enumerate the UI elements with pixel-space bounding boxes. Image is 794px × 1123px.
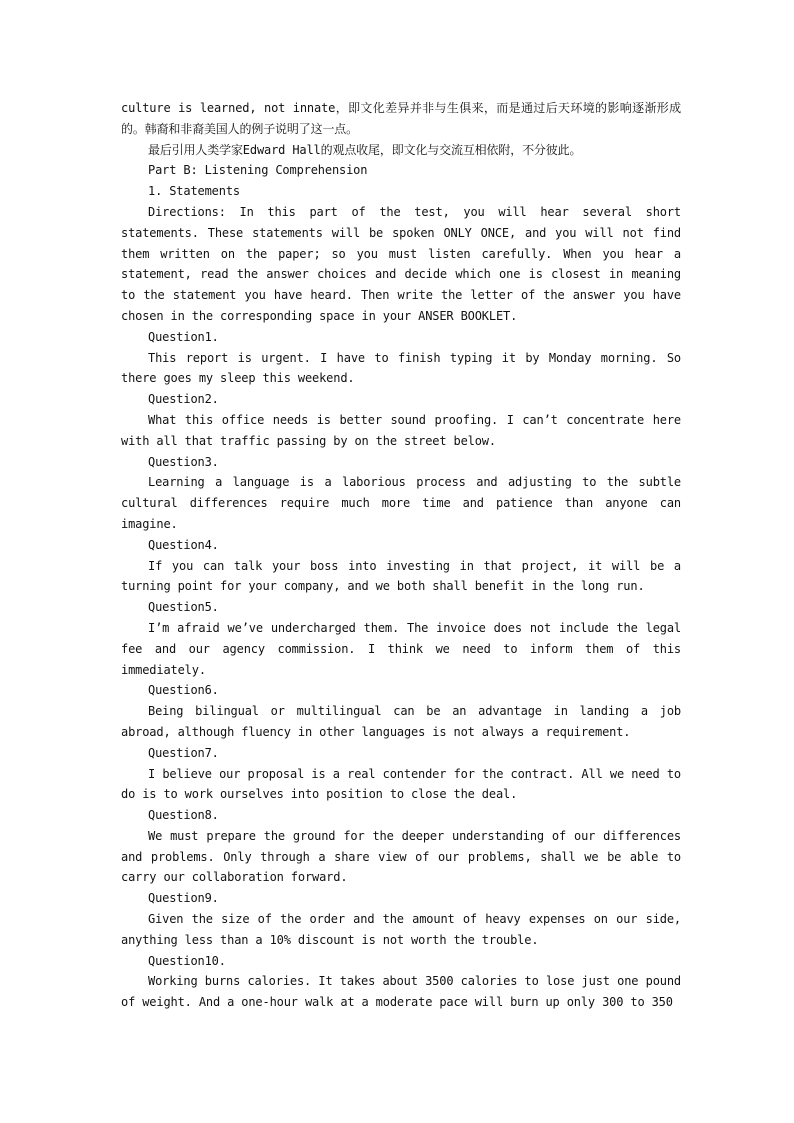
question-label-1: Question1.	[148, 329, 219, 344]
question-label-10: Question10.	[148, 953, 226, 968]
question-label-3: Question3.	[148, 454, 219, 469]
question-label-9: Question9.	[148, 891, 219, 906]
question-text-5: I’m afraid we’ve undercharged them. The invoice does not include the legal fee and our agency commission. I think we need to inform them of this immediately.	[121, 620, 681, 677]
paragraph-summary-cn: culture is learned, not innate，即文化差异并非与生俱来，而是通过后天环境的影响逐渐形成的。韩裔和非裔美国人的例子说明了这一点。	[121, 101, 681, 136]
question-text-4: If you can talk your boss into investing in that project, it will be a turning point for your company, and we both shall benefit in the long run.	[121, 558, 681, 594]
question-label-7: Question7.	[148, 745, 219, 760]
question-label-8: Question8.	[148, 808, 219, 823]
paragraph-conclusion-cn: 最后引用人类学家Edward Hall的观点收尾，即文化与交流互相依附，不分彼此。	[148, 142, 582, 157]
question-text-3: Learning a language is a laborious process and adjusting to the subtle cultural differences require much more time and patience than anyone can imagine.	[121, 475, 681, 531]
question-text-10: Working burns calories. It takes about 3500 calories to lose just one pound of weight. And a one-hour walk at a moderate pace will burn up only 300 to 350	[121, 974, 681, 1010]
question-text-6: Being bilingual or multilingual can be an advantage in landing a job abroad, although fluency in other languages is not always a requirement.	[121, 704, 681, 739]
question-text-7: I believe our proposal is a real contender for the contract. All we need to do is to work ourselves into position to close the deal.	[121, 766, 681, 802]
directions-paragraph: Directions: In this part of the test, you will hear several short statements. These statements will be spoken ONLY ONCE, and you will not find them written on the paper; so you must listen carefully. When you hear a statement, read the answer choices and decide which one is closest in meaning to the statement you have heard. Then write the letter of the answer you have chosen in the corresponding space in your ANSER BOOKLET.	[121, 204, 681, 323]
question-text-2: What this office needs is better sound proofing. I can’t concentrate here with all that traffic passing by on the street below.	[121, 412, 681, 448]
question-label-6: Question6.	[148, 683, 219, 698]
question-label-4: Question4.	[148, 537, 219, 552]
document-page	[121, 98, 681, 1013]
subsection-heading-statements: 1. Statements	[148, 184, 240, 199]
question-label-2: Question2.	[148, 392, 219, 407]
question-text-9: Given the size of the order and the amount of heavy expenses on our side, anything less than a 10% discount is not worth the trouble.	[121, 912, 681, 947]
section-heading-part-b: Part B: Listening Comprehension	[148, 163, 368, 178]
question-text-8: We must prepare the ground for the deeper understanding of our differences and problems. Only through a share view of our problems, shall we be able to carry our collaboration forward.	[121, 828, 681, 885]
question-label-5: Question5.	[148, 600, 219, 615]
question-text-1: This report is urgent. I have to finish typing it by Monday morning. So there goes my sleep this weekend.	[121, 350, 681, 386]
